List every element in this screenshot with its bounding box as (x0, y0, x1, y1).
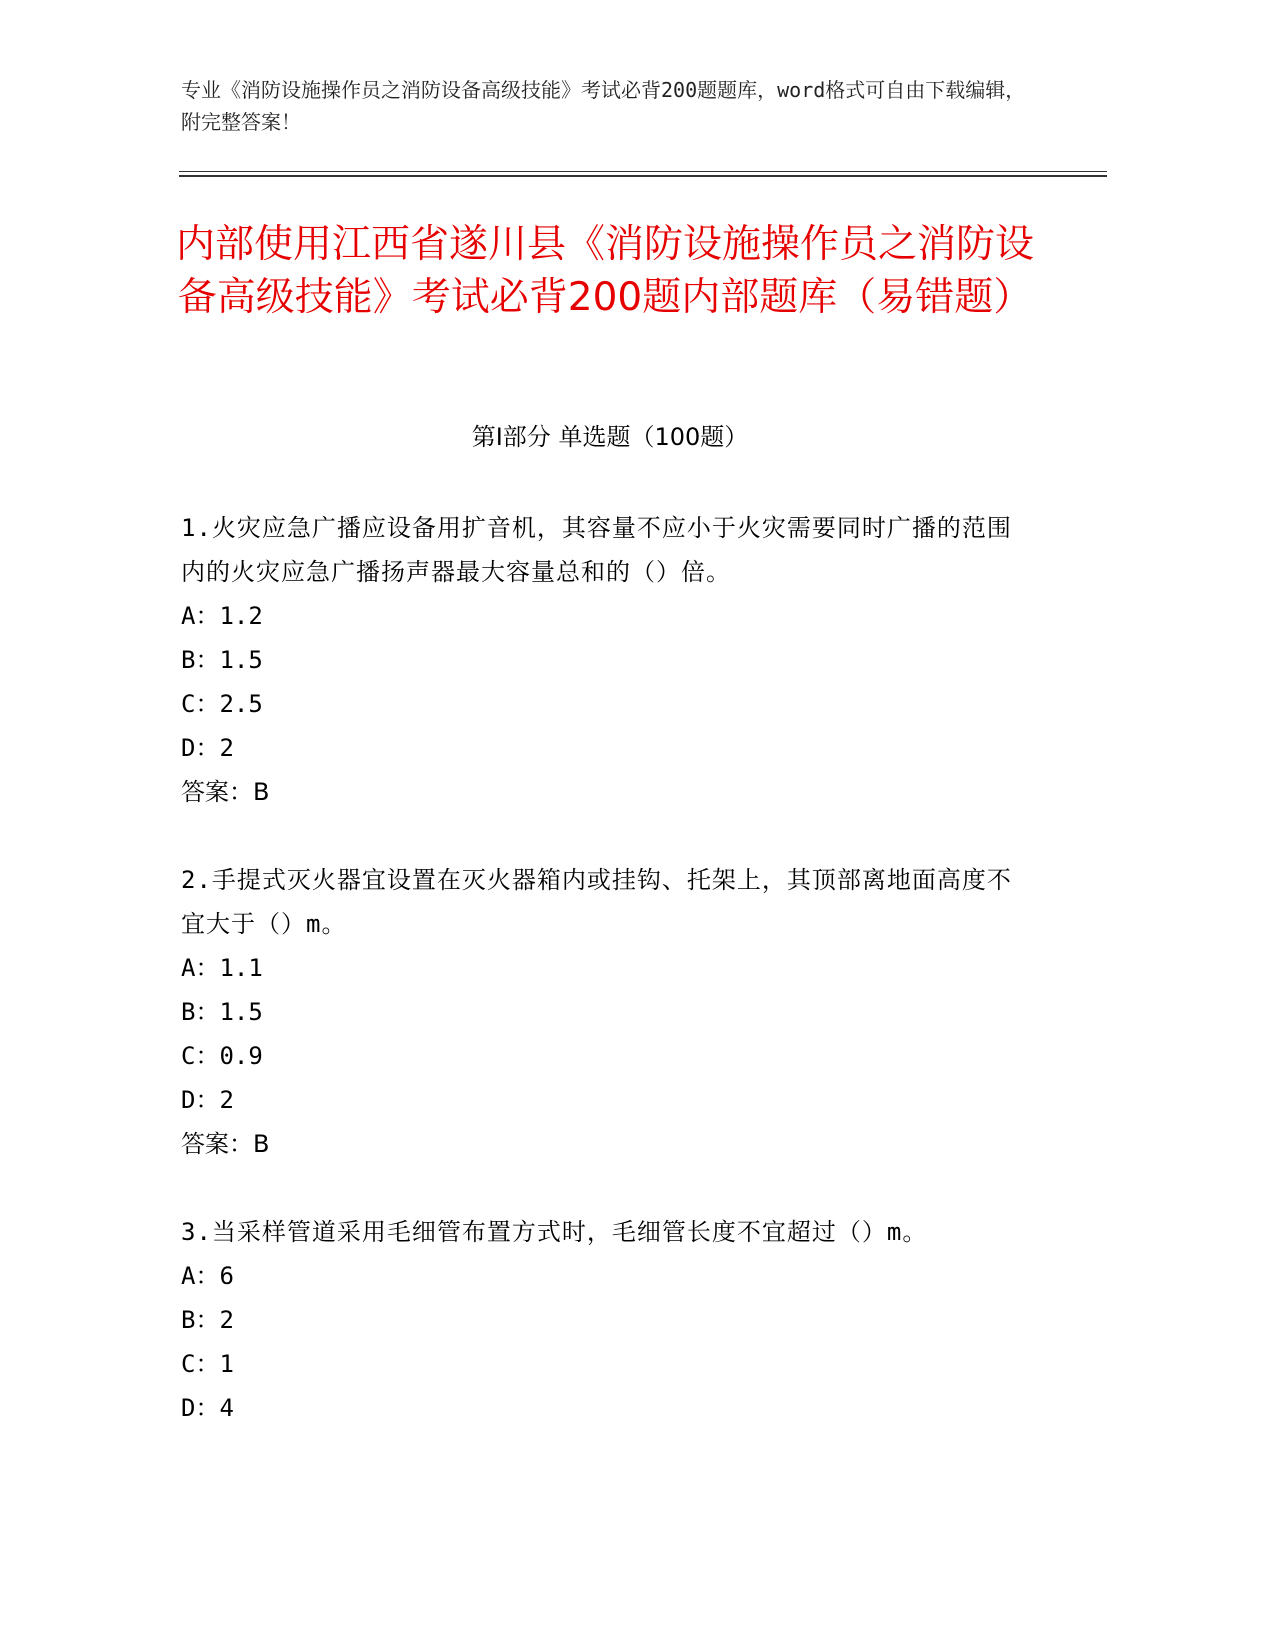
option-c: C：0.9 (181, 1042, 263, 1070)
question-text: 2.手提式灭火器宜设置在灭火器箱内或挂钩、托架上，其顶部离地面高度不宜大于（）m。 (181, 866, 1012, 938)
option-d: D：2 (181, 1086, 234, 1114)
option-c: C：1 (181, 1350, 234, 1378)
answer-label: 答案： (181, 1130, 253, 1158)
answer-label: 答案： (181, 778, 253, 806)
question-text: 1.火灾应急广播应设备用扩音机，其容量不应小于火灾需要同时广播的范围内的火灾应急广播扬声器最大容量总和的（）倍。 (181, 514, 1012, 586)
option-a: A：1.2 (181, 602, 263, 630)
option-d: D：2 (181, 734, 234, 762)
header-note: 专业《消防设施操作员之消防设备高级技能》考试必背200题题库，word格式可自由下载编辑，附完整答案！ (181, 78, 1026, 134)
answer-value: B (253, 1130, 270, 1158)
answer-line (181, 770, 1031, 814)
option-b: B：1.5 (181, 998, 263, 1026)
option-d: D：4 (181, 1394, 234, 1422)
header-rule-thick (179, 175, 1107, 177)
document-title: 内部使用江西省遂川县《消防设施操作员之消防设备高级技能》考试必背200题内部题库（易错题） (175, 222, 1034, 320)
section-title: 第Ⅰ部分 单选题（100题） (471, 423, 749, 451)
option-a: A：1.1 (181, 954, 263, 982)
option-b: B：1.5 (181, 646, 263, 674)
answer-line (181, 1122, 1031, 1166)
question-text: 3.当采样管道采用毛细管布置方式时，毛细管长度不宜超过（）m。 (181, 1218, 928, 1246)
option-a: A：6 (181, 1262, 234, 1290)
question-2 (181, 858, 1031, 1166)
question-list (181, 506, 1031, 1474)
question-3 (181, 1210, 1031, 1430)
answer-value: B (253, 778, 270, 806)
option-b: B：2 (181, 1306, 234, 1334)
header-rule-thin (179, 171, 1107, 172)
question-1 (181, 506, 1031, 814)
option-c: C：2.5 (181, 690, 263, 718)
